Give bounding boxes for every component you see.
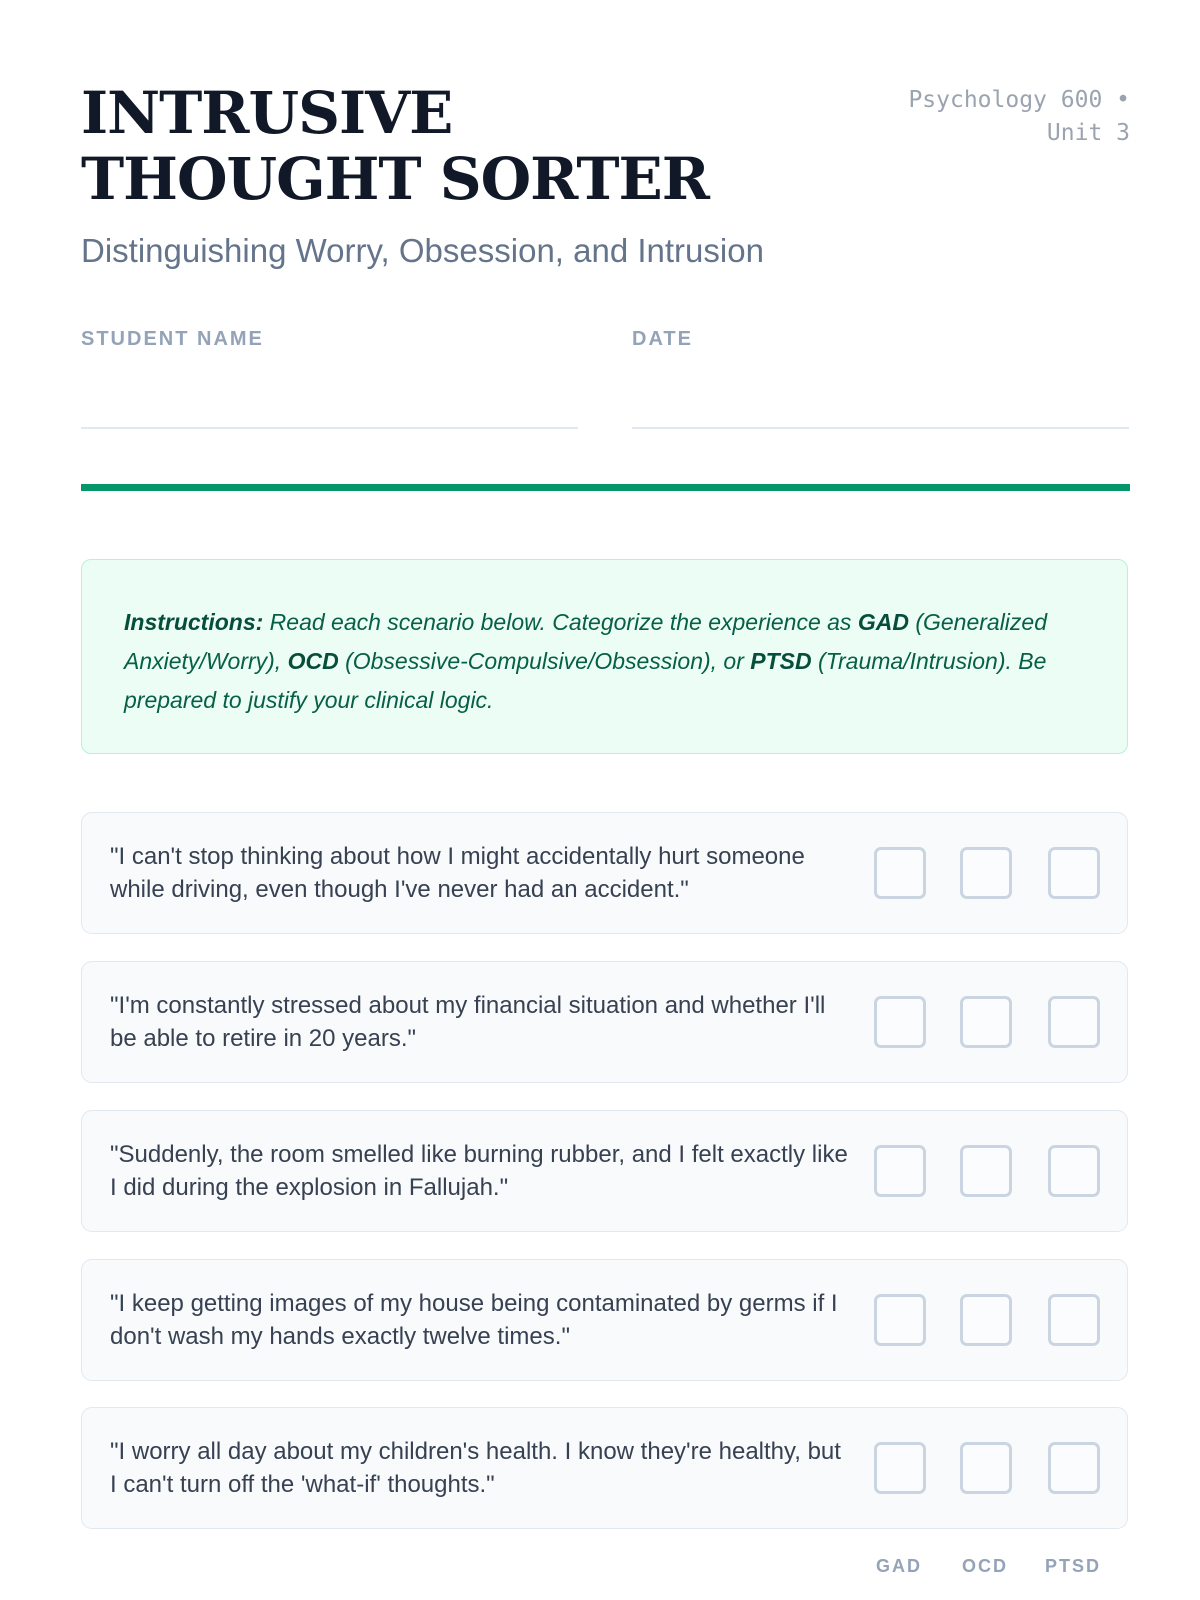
student-name-label: STUDENT NAME xyxy=(81,328,264,350)
instructions-box xyxy=(81,559,1128,754)
ocd-checkbox[interactable] xyxy=(960,847,1012,899)
ocd-checkbox[interactable] xyxy=(960,996,1012,1048)
column-label-ocd: OCD xyxy=(962,1556,1008,1576)
gad-checkbox[interactable] xyxy=(874,1294,926,1346)
page-subtitle: Distinguishing Worry, Obsession, and Intrusion xyxy=(81,232,764,269)
date-field[interactable] xyxy=(632,328,1129,351)
student-name-field[interactable] xyxy=(81,328,578,351)
worksheet-header xyxy=(81,79,1130,213)
ocd-term: OCD xyxy=(287,648,339,674)
instructions-text-3: (Obsessive-Compulsive/Obsession), or xyxy=(338,648,751,674)
page-title: INTRUSIVE THOUGHT SORTER xyxy=(81,79,709,213)
gad-term: GAD xyxy=(857,609,909,635)
student-name-line xyxy=(81,427,578,429)
column-label-ptsd: PTSD xyxy=(1044,1556,1101,1576)
date-line xyxy=(632,427,1129,429)
scenario-card xyxy=(81,1407,1128,1529)
scenario-card xyxy=(81,961,1128,1083)
column-label-gad: GAD xyxy=(876,1556,922,1576)
scenario-text: "I worry all day about my children's health. I know they're healthy, but I can't turn off the 'what-if' thoughts." xyxy=(110,1438,841,1498)
instructions-text-2: (Generalized Anxiety/Worry), xyxy=(124,609,1048,674)
scenario-text: "I keep getting images of my house being contaminated by germs if I don't wash my hands exactly twelve times." xyxy=(110,1290,838,1350)
ptsd-checkbox[interactable] xyxy=(1048,847,1100,899)
date-label: DATE xyxy=(632,328,693,350)
gad-checkbox[interactable] xyxy=(874,996,926,1048)
gad-checkbox[interactable] xyxy=(874,1442,926,1494)
scenario-card xyxy=(81,1110,1128,1232)
scenario-text: "I'm constantly stressed about my financial situation and whether I'll be able to retire in 20 years." xyxy=(110,992,826,1052)
scenario-card xyxy=(81,812,1128,934)
gad-checkbox[interactable] xyxy=(874,847,926,899)
ocd-checkbox[interactable] xyxy=(960,1294,1012,1346)
worksheet-page xyxy=(81,0,1130,1600)
column-labels xyxy=(81,1556,1130,1586)
scenario-card xyxy=(81,1259,1128,1381)
ptsd-checkbox[interactable] xyxy=(1048,996,1100,1048)
scenario-text: "Suddenly, the room smelled like burning rubber, and I felt exactly like I did during the explosion in Fallujah." xyxy=(110,1141,848,1201)
ptsd-checkbox[interactable] xyxy=(1048,1145,1100,1197)
instructions-text-1: Read each scenario below. Categorize the experience as xyxy=(263,609,858,635)
ptsd-checkbox[interactable] xyxy=(1048,1442,1100,1494)
section-divider xyxy=(81,484,1130,491)
course-label: Psychology 600 • Unit 3 xyxy=(908,87,1130,146)
instructions-lead: Instructions: xyxy=(124,609,264,635)
scenario-text: "I can't stop thinking about how I might accidentally hurt someone while driving, even though I've never had an accident." xyxy=(110,843,805,903)
ocd-checkbox[interactable] xyxy=(960,1145,1012,1197)
instructions-text-4: (Trauma/Intrusion). Be prepared to justify your clinical logic. xyxy=(124,648,1047,713)
ocd-checkbox[interactable] xyxy=(960,1442,1012,1494)
gad-checkbox[interactable] xyxy=(874,1145,926,1197)
ptsd-term: PTSD xyxy=(750,648,812,674)
ptsd-checkbox[interactable] xyxy=(1048,1294,1100,1346)
